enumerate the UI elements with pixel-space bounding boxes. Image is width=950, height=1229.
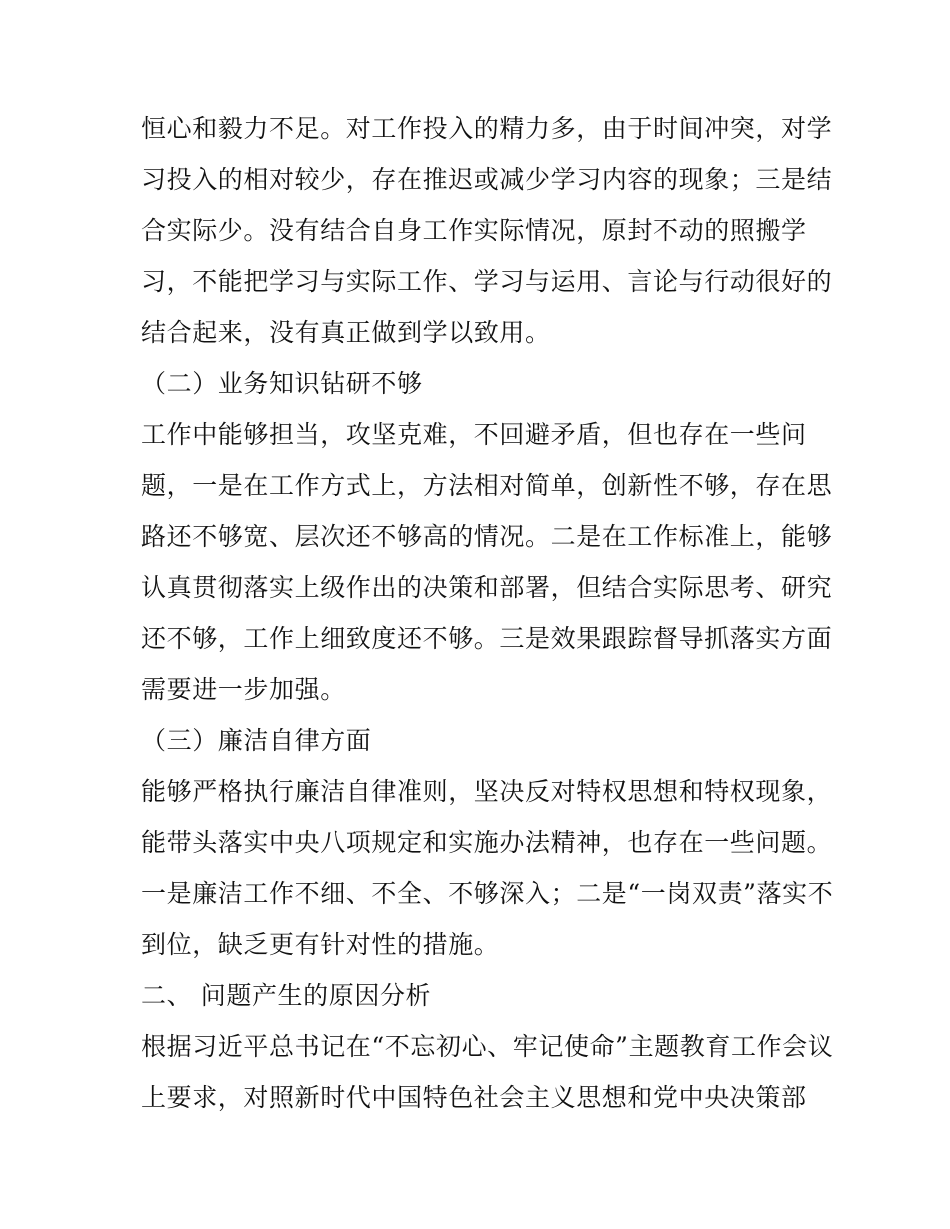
paragraph-line: 工作中能够担当，攻坚克难，不回避矛盾，但也存在一些问 — [141, 420, 807, 449]
section-heading: 二、 问题产生的原因分析 — [141, 981, 432, 1010]
paragraph-line: 合实际少。没有结合自身工作实际情况，原封不动的照搬学 — [141, 216, 807, 245]
paragraph-line: 习，不能把学习与实际工作、学习与运用、言论与行动很好的 — [141, 267, 833, 296]
section-heading: （三）廉洁自律方面 — [141, 726, 372, 755]
paragraph-line: 上要求，对照新时代中国特色社会主义思想和党中央决策部 — [141, 1083, 807, 1112]
paragraph-line: 能够严格执行廉洁自律准则，坚决反对特权思想和特权现象， — [141, 777, 833, 806]
paragraph-line: 恒心和毅力不足。对工作投入的精力多，由于时间冲突，对学 — [141, 114, 833, 143]
paragraph-line: 认真贯彻落实上级作出的决策和部署，但结合实际思考、研究 — [141, 573, 833, 602]
paragraph-line: 结合起来，没有真正做到学以致用。 — [141, 318, 551, 347]
paragraph-line: 路还不够宽、层次还不够高的情况。二是在工作标准上，能够 — [141, 522, 833, 551]
paragraph-line: 能带头落实中央八项规定和实施办法精神，也存在一些问题。 — [141, 828, 833, 857]
paragraph-line: 需要进一步加强。 — [141, 675, 346, 704]
paragraph-line: 习投入的相对较少，存在推迟或减少学习内容的现象；三是结 — [141, 165, 833, 194]
paragraph-line: 到位，缺乏更有针对性的措施。 — [141, 930, 500, 959]
paragraph-line: 还不够，工作上细致度还不够。三是效果跟踪督导抓落实方面 — [141, 624, 833, 653]
section-heading: （二）业务知识钻研不够 — [141, 369, 423, 398]
paragraph-line: 根据习近平总书记在“不忘初心、牢记使命”主题教育工作会议 — [141, 1032, 834, 1061]
paragraph-line: 一是廉洁工作不细、不全、不够深入；二是“一岗双责”落实不 — [141, 879, 834, 908]
paragraph-line: 题，一是在工作方式上，方法相对简单，创新性不够，存在思 — [141, 471, 833, 500]
